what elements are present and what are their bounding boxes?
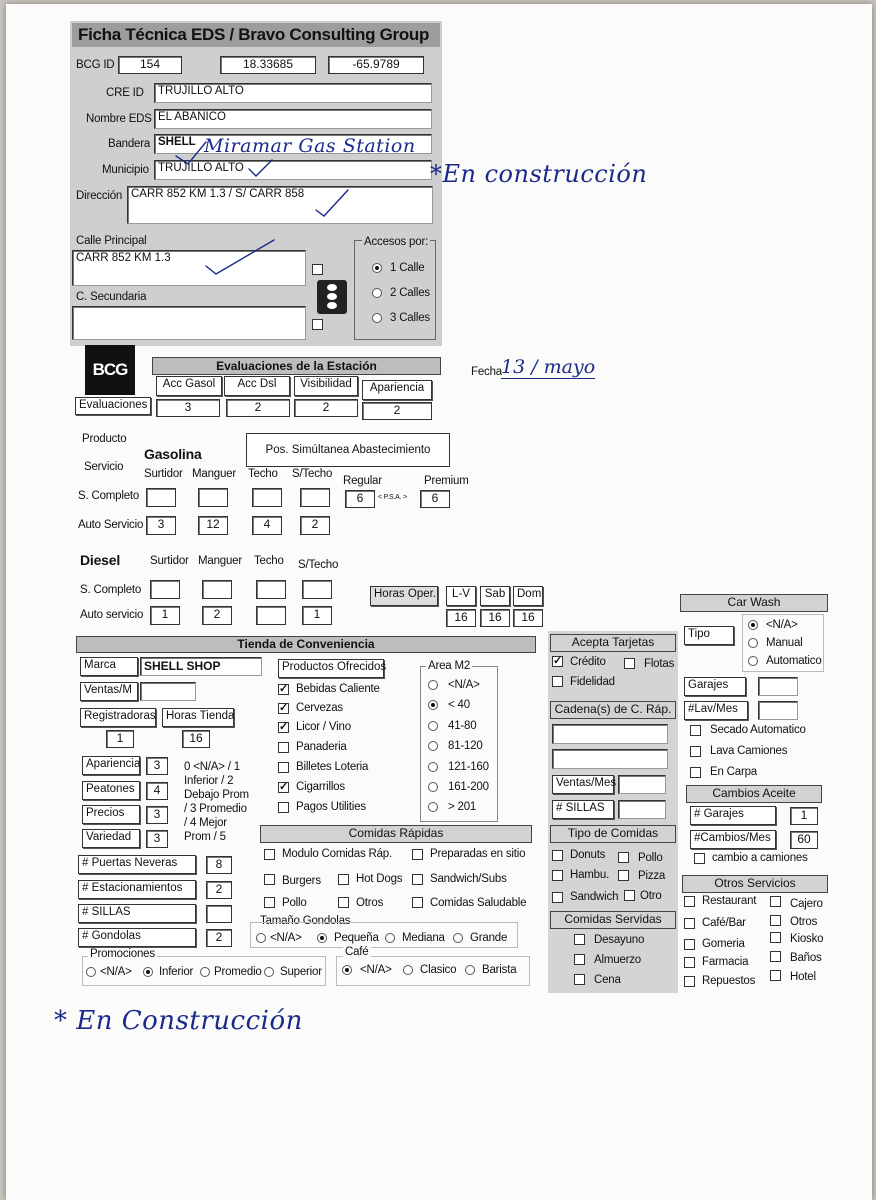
- premium-value[interactable]: 6: [420, 490, 450, 508]
- bandera-label: Bandera: [108, 138, 151, 150]
- promo-na-label: <N/A>: [100, 966, 132, 978]
- cadena-ventas-label: Ventas/Mes: [552, 775, 614, 794]
- prod-panaderia-label: Panaderia: [296, 741, 347, 753]
- apariencia-label: Apariencia: [82, 756, 140, 775]
- area-41-80-label: 41-80: [448, 720, 477, 732]
- apariencia-value[interactable]: 3: [146, 757, 168, 775]
- aceite-garajes-label: # Garajes: [690, 806, 776, 825]
- tipo-pollo-label: Pollo: [638, 852, 663, 864]
- area-161-200-label: 161-200: [448, 781, 489, 793]
- acc-gasol-label: Acc Gasol: [156, 376, 222, 396]
- tienda-header: Tienda de Conveniencia: [76, 636, 536, 653]
- gondola-mediana-label: Mediana: [402, 932, 445, 944]
- bandera-field[interactable]: SHELL: [154, 134, 432, 154]
- cambios-aceite-header: Cambios Aceite: [686, 785, 822, 803]
- gas-as-stecho[interactable]: 2: [300, 516, 330, 535]
- precios-label: Precios: [82, 805, 140, 824]
- carwash-tipo-label: Tipo: [684, 626, 734, 645]
- acepta-tarjetas-header: Acepta Tarjetas: [550, 634, 676, 652]
- pos-simultanea-label: Pos. Simúltanea Abastecimiento: [246, 433, 450, 467]
- calle-principal-field[interactable]: CARR 852 KM 1.3: [72, 250, 306, 286]
- gas-as-manguer[interactable]: 12: [198, 516, 228, 535]
- prod-utilities-label: Pagos Utilities: [296, 801, 366, 813]
- evaluaciones-label: Evaluaciones: [75, 397, 151, 415]
- ventas-m-label: Ventas/M: [80, 682, 138, 701]
- cafe-clasico-label: Clasico: [420, 964, 457, 976]
- accesos-3-label: 3 Calles: [390, 312, 430, 324]
- otro-hotel-label: Hotel: [790, 971, 816, 983]
- almuerzo-label: Almuerzo: [594, 954, 641, 966]
- cre-id-label: CRE ID: [106, 87, 144, 99]
- prod-loteria-label: Billetes Loteria: [296, 761, 369, 773]
- cambios-mes-label: #Cambios/Mes: [690, 830, 776, 849]
- construccion-handwritten-2: * En Construcción: [54, 1006, 303, 1036]
- acc-dsl-value[interactable]: 2: [226, 399, 290, 417]
- check-mark-direccion: [316, 190, 348, 216]
- horas-oper-label: Horas Oper.: [370, 586, 438, 606]
- gondola-grande-label: Grande: [470, 932, 508, 944]
- scale-line-3: Debajo Prom: [184, 789, 249, 801]
- premium-label: Premium: [424, 475, 469, 487]
- cena-label: Cena: [594, 974, 621, 986]
- gas-techo-col: Techo: [248, 468, 278, 480]
- flotas-label: Flotas: [644, 658, 675, 670]
- psa-label: < P.S.A. >: [378, 494, 408, 501]
- promo-superior-label: Superior: [280, 966, 322, 978]
- cambios-mes-value[interactable]: 60: [790, 831, 818, 849]
- handwritten-checkmarks: [6, 4, 872, 1200]
- comida-burgers-label: Burgers: [282, 875, 321, 887]
- acc-dsl-label: Acc Dsl: [224, 376, 290, 396]
- estacionamientos-value[interactable]: 2: [206, 881, 232, 899]
- scale-line-2: Inferior / 2: [184, 775, 234, 787]
- lava-camiones-label: Lava Camiones: [710, 745, 788, 757]
- municipio-field[interactable]: TRUJILLO ALTO: [154, 160, 432, 180]
- area-201-label: > 201: [448, 801, 477, 813]
- horas-tienda-label: Horas Tienda: [162, 708, 234, 727]
- carwash-garajes-label: Garajes: [684, 677, 746, 696]
- bcg-id-label: BCG ID: [76, 59, 115, 71]
- tipo-otro-label: Otro: [640, 890, 662, 902]
- tipo-donuts-label: Donuts: [570, 849, 606, 861]
- construccion-handwritten-1: *En construcción: [430, 160, 648, 188]
- secado-label: Secado Automatico: [710, 724, 806, 736]
- acc-gasol-value[interactable]: 3: [156, 399, 220, 417]
- evaluaciones-header: Evaluaciones de la Estación: [152, 357, 441, 375]
- accesos-1-label: 1 Calle: [390, 262, 425, 274]
- visibilidad-value[interactable]: 2: [294, 399, 358, 417]
- tipo-hambu-label: Hambu.: [570, 869, 610, 881]
- municipio-label: Municipio: [102, 164, 149, 176]
- fidelidad-label: Fidelidad: [570, 676, 615, 688]
- horas-dom-label: Dom: [513, 586, 543, 606]
- tienda-sillas-label: # SILLAS: [78, 904, 196, 923]
- bcg-logo: BCG: [85, 345, 135, 395]
- puertas-neveras-label: # Puertas Neveras: [78, 855, 196, 874]
- peatones-label: Peatones: [82, 781, 140, 800]
- comida-saludable-label: Comidas Saludable: [430, 897, 527, 909]
- diesel-title: Diesel: [80, 552, 121, 568]
- cafe-na-label: <N/A>: [360, 964, 392, 976]
- dsl-stecho-col: S/Techo: [298, 559, 339, 571]
- carwash-na-label: <N/A>: [766, 619, 798, 631]
- cadena-sillas-label: # SILLAS: [552, 800, 614, 819]
- bcg-id-field[interactable]: 154: [118, 56, 182, 74]
- tipo-comidas-header: Tipo de Comidas: [550, 825, 676, 843]
- gondolas-label: # Gondolas: [78, 928, 196, 947]
- comidas-rapidas-header: Comidas Rápidas: [260, 825, 532, 843]
- carwash-manual-label: Manual: [766, 637, 803, 649]
- prod-cervezas-label: Cervezas: [296, 702, 343, 714]
- comida-pollo-label: Pollo: [282, 897, 307, 909]
- cafe-label: Café: [345, 946, 369, 958]
- horas-sab-value[interactable]: 16: [480, 609, 510, 627]
- fecha-label: Fecha: [471, 366, 502, 378]
- otro-kiosko-label: Kiosko: [790, 933, 824, 945]
- area-121-160-label: 121-160: [448, 761, 489, 773]
- dsl-as-stecho[interactable]: 1: [302, 606, 332, 625]
- promociones-label: Promociones: [90, 948, 155, 960]
- comida-hotdogs-label: Hot Dogs: [356, 873, 403, 885]
- cambio-camiones-label: cambio a camiones: [712, 852, 808, 864]
- gas-auto-servicio-label: Auto Servicio: [78, 519, 144, 531]
- check-mark-bandera: [176, 142, 206, 164]
- area-40-label: < 40: [448, 699, 470, 711]
- accesos-label: Accesos por:: [364, 236, 429, 248]
- calle-secundaria-label: C. Secundaria: [76, 291, 147, 303]
- peatones-value[interactable]: 4: [146, 782, 168, 800]
- desayuno-label: Desayuno: [594, 934, 645, 946]
- en-carpa-label: En Carpa: [710, 766, 757, 778]
- otro-repuestos-label: Repuestos: [702, 975, 756, 987]
- prod-licor-label: Licor / Vino: [296, 721, 351, 733]
- area-81-120-label: 81-120: [448, 740, 483, 752]
- scale-line-4: / 3 Promedio: [184, 803, 247, 815]
- gasolina-title: Gasolina: [144, 446, 202, 462]
- dsl-techo-col: Techo: [254, 555, 284, 567]
- fecha-handwritten: 13 / mayo: [501, 356, 596, 378]
- otros-servicios-header: Otros Servicios: [682, 875, 828, 893]
- promo-promedio-label: Promedio: [214, 966, 262, 978]
- otro-banos-label: Baños: [790, 952, 822, 964]
- estacionamientos-label: # Estacionamientos: [78, 880, 196, 899]
- horas-tienda-value[interactable]: 16: [182, 730, 210, 748]
- comida-modulo-label: Modulo Comidas Ráp.: [282, 848, 392, 860]
- comida-otros-label: Otros: [356, 897, 384, 909]
- horas-dom-value[interactable]: 16: [513, 609, 543, 627]
- scale-line-1: 0 <N/A> / 1: [184, 761, 240, 773]
- variedad-label: Variedad: [82, 829, 140, 848]
- gas-s-completo-label: S. Completo: [78, 490, 140, 502]
- cadena-header: Cadena(s) de C. Ráp.: [550, 701, 676, 719]
- otro-gomeria-label: Gomeria: [702, 938, 745, 950]
- scale-line-5: / 4 Mejor: [184, 817, 227, 829]
- registradoras-label: Registradoras: [80, 708, 156, 727]
- horas-lv-label: L-V: [446, 586, 476, 606]
- tipo-pizza-label: Pizza: [638, 870, 666, 882]
- gondolas-value[interactable]: 2: [206, 929, 232, 947]
- gas-as-surtidor[interactable]: 3: [146, 516, 176, 535]
- gondola-pequena-label: Pequeña: [334, 932, 379, 944]
- promo-inferior-label: Inferior: [159, 966, 194, 978]
- regular-value[interactable]: 6: [345, 490, 375, 508]
- puertas-neveras-value[interactable]: 8: [206, 856, 232, 874]
- gondola-na-label: <N/A>: [270, 932, 302, 944]
- aceite-garajes-value[interactable]: 1: [790, 807, 818, 825]
- longitude-field[interactable]: -65.9789: [328, 56, 424, 74]
- direccion-label: Dirección: [76, 190, 123, 202]
- precios-value[interactable]: 3: [146, 806, 168, 824]
- servicio-label: Servicio: [84, 461, 124, 473]
- comida-preparadas-label: Preparadas en sitio: [430, 848, 526, 860]
- dsl-surtidor-col: Surtidor: [150, 555, 189, 567]
- check-mark-municipio: [249, 160, 272, 176]
- lav-mes-label: #Lav/Mes: [684, 701, 748, 720]
- carwash-automatico-label: Automatico: [766, 655, 822, 667]
- variedad-value[interactable]: 3: [146, 830, 168, 848]
- otro-otros-label: Otros: [790, 916, 818, 928]
- credito-label: Crédito: [570, 656, 606, 668]
- registradoras-value[interactable]: 1: [106, 730, 134, 748]
- dsl-auto-servicio-label: Auto servicio: [80, 609, 144, 621]
- visibilidad-label: Visibilidad: [294, 376, 358, 396]
- form-title: Ficha Técnica EDS / Bravo Consulting Group: [72, 23, 440, 47]
- marca-field[interactable]: SHELL SHOP: [140, 657, 262, 676]
- dsl-manguer-col: Manguer: [198, 555, 242, 567]
- dsl-as-surtidor[interactable]: 1: [150, 606, 180, 625]
- comidas-servidas-header: Comidas Servidas: [550, 911, 676, 929]
- miramar-handwritten: Miramar Gas Station: [204, 135, 416, 157]
- horas-sab-label: Sab: [480, 586, 510, 606]
- form-page: [6, 4, 872, 1200]
- otro-cajero-label: Cajero: [790, 898, 823, 910]
- nombre-label: Nombre EDS: [86, 113, 152, 125]
- tipo-sandwich-label: Sandwich: [570, 891, 619, 903]
- prod-cigarrillos-label: Cigarrillos: [296, 781, 345, 793]
- gas-manguer-col: Manguer: [192, 468, 236, 480]
- cre-id-field[interactable]: TRUJILLO ALTO: [154, 83, 432, 103]
- apariencia-eval-label: Apariencia: [362, 380, 432, 400]
- check-mark-calle: [206, 240, 274, 274]
- cafe-barista-label: Barista: [482, 964, 517, 976]
- prod-bebidas-label: Bebidas Caliente: [296, 683, 380, 695]
- tamano-gondolas-label: Tamaño Gondolas: [260, 915, 351, 927]
- accesos-2-label: 2 Calles: [390, 287, 430, 299]
- horas-lv-value[interactable]: 16: [446, 609, 476, 627]
- productos-ofrecidos-label: Productos Ofrecidos: [278, 659, 384, 678]
- comida-sandwich-label: Sandwich/Subs: [430, 873, 507, 885]
- apariencia-eval-value[interactable]: 2: [362, 402, 432, 420]
- gas-surtidor-col: Surtidor: [144, 468, 183, 480]
- car-wash-header: Car Wash: [680, 594, 828, 612]
- gas-as-techo[interactable]: 4: [252, 516, 282, 535]
- gas-stecho-col: S/Techo: [292, 468, 333, 480]
- otro-farmacia-label: Farmacia: [702, 956, 749, 968]
- otro-cafebar-label: Café/Bar: [702, 917, 746, 929]
- scale-line-6: Prom / 5: [184, 831, 226, 843]
- regular-label: Regular: [343, 475, 382, 487]
- nombre-field[interactable]: EL ABANICO: [154, 109, 432, 129]
- calle-principal-label: Calle Principal: [76, 235, 147, 247]
- marca-label: Marca: [80, 657, 138, 676]
- producto-label: Producto: [82, 433, 127, 445]
- latitude-field[interactable]: 18.33685: [220, 56, 316, 74]
- direccion-field[interactable]: CARR 852 KM 1.3 / S/ CARR 858: [127, 186, 433, 224]
- area-label: Area M2: [428, 660, 471, 672]
- area-na-label: <N/A>: [448, 679, 480, 691]
- otro-restaurant-label: Restaurant: [702, 895, 757, 907]
- dsl-s-completo-label: S. Completo: [80, 584, 142, 596]
- dsl-as-manguer[interactable]: 2: [202, 606, 232, 625]
